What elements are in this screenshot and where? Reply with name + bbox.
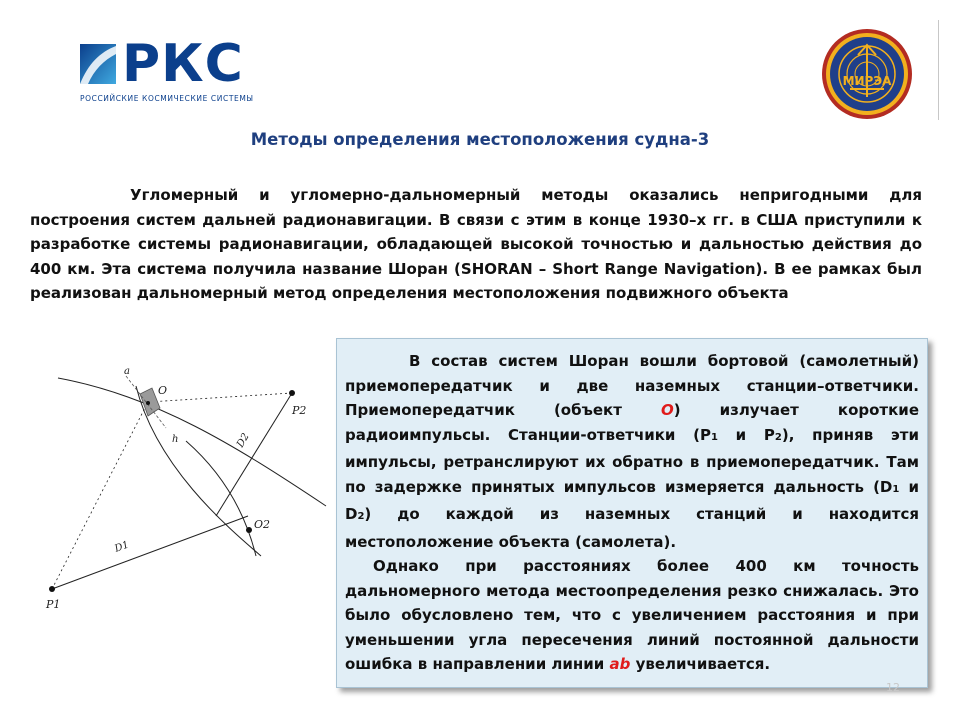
- slide-title: Методы определения местоположения судна-3: [250, 130, 710, 149]
- box-p1-text-a: В состав систем Шоран вошли бортовой (самолетный) приемопередатчик и две наземных станции–ответчики. Приемопередатчик (объект: [345, 352, 919, 419]
- label-o2: O2: [254, 518, 271, 531]
- box-p1-text-e: и D: [345, 477, 920, 523]
- d2-line: [216, 393, 292, 516]
- p1-dashed-line: [52, 402, 148, 589]
- intro-text: Угломерный и угломерно-дальномерный методы оказались непригодными для построения систем дальней радионавигации. В связи с этим в конце 1930–х гг. в США приступили к разработке системы радионавигации, обладающей высокой точностью и дальностью действия до 400 км. Эта система получила название Шоран (SHORAN – Short Range Navigation). В ее рамках был реализован дальномерный метод определения местоположения подвижного объекта: [30, 186, 922, 302]
- shoran-description-box: [336, 338, 928, 688]
- box-p1-sub-2: 2: [774, 431, 782, 443]
- box-p1-sub-3: 1: [892, 483, 900, 495]
- range-arc-1: [58, 378, 326, 506]
- box-paragraph-2: [345, 554, 919, 677]
- ranging-diagram: [36, 356, 336, 616]
- box-p1-text-b: ) излучает короткие радиоимпульсы. Станции-ответчики (Р: [345, 401, 919, 444]
- box-object-o: O: [660, 401, 674, 419]
- station-p1: [49, 586, 55, 592]
- box-p1-text-d: ), приняв эти импульсы, ретранслируют их обратно в приемопередатчик. Там по задержке принятых импульсов измеряется дальность (D: [345, 425, 920, 496]
- label-h: h: [172, 434, 179, 445]
- ranging-diagram-svg: [36, 356, 336, 616]
- p2-dashed-line: [148, 393, 292, 402]
- rks-logo: [78, 34, 258, 106]
- mirea-seal: [820, 27, 914, 121]
- d1-line: [52, 516, 248, 589]
- object-o: [146, 401, 150, 405]
- range-arc-3: [186, 441, 256, 556]
- point-o2: [246, 527, 252, 533]
- label-d2: D2: [235, 431, 252, 450]
- station-p2: [289, 390, 295, 396]
- box-p2-text-a: Однако при расстояниях более 400 км точность дальномерного метода местоопределения резко снижалась. Это было обусловлено тем, что с увеличением расстояния и при уменьшении угла пересечения линий постоянной дальности ошибка в направлении линии: [345, 557, 919, 673]
- rks-swoosh-icon: [78, 40, 122, 88]
- rks-tagline: РОССИЙСКИЕ КОСМИЧЕСКИЕ СИСТЕМЫ: [80, 94, 254, 103]
- intro-paragraph: [30, 183, 922, 306]
- label-p2: P2: [292, 404, 307, 417]
- label-o: O: [158, 384, 168, 397]
- label-a: a: [124, 366, 130, 377]
- label-d1: D1: [113, 539, 131, 555]
- box-paragraph-1: [345, 349, 919, 554]
- box-p2-text-b: увеличивается.: [630, 655, 771, 673]
- box-p1-sub-1: 1: [711, 431, 718, 443]
- mirea-seal-icon: [820, 27, 914, 121]
- page-number: 12: [886, 681, 900, 694]
- box-p1-text-c: и Р: [717, 425, 775, 444]
- error-region: [140, 388, 160, 416]
- header-divider: [938, 20, 939, 120]
- box-p1-sub-4: 2: [357, 511, 365, 522]
- box-p1-text-f: ) до каждой из наземных станций и находится местоположение объекта (самолета).: [345, 505, 919, 551]
- rks-brand-text: РКС: [122, 34, 244, 94]
- seal-name: МИРЭА: [842, 74, 892, 88]
- label-p1: P1: [46, 598, 61, 611]
- box-line-ab: ab: [609, 655, 631, 673]
